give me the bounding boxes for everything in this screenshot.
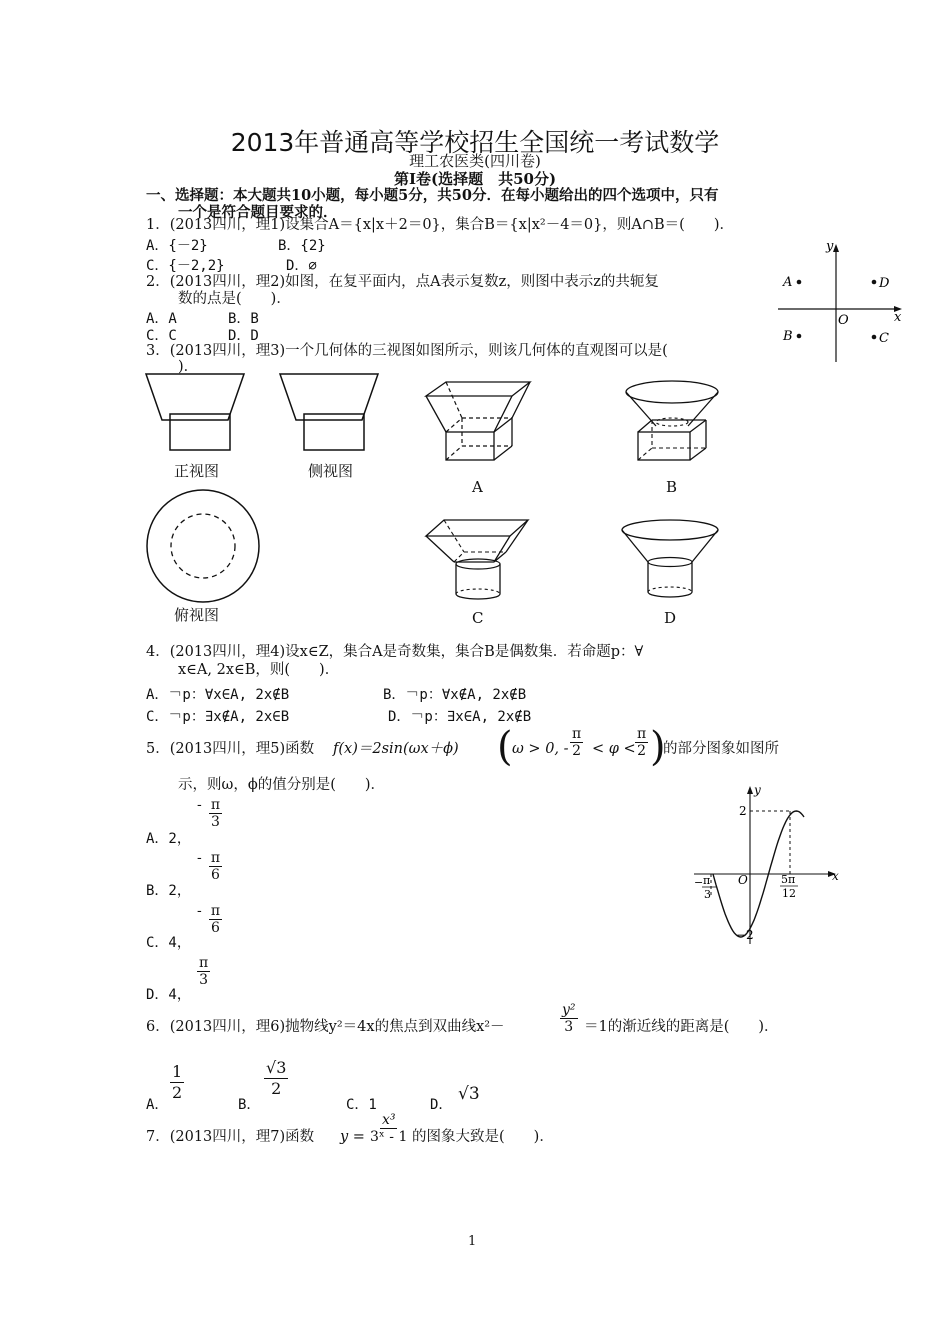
point-c <box>872 335 877 340</box>
question-5-option-d-value: $\frac{\pi}{3}$ <box>199 955 209 988</box>
graph-neg-three: 3 <box>704 888 711 901</box>
complex-y-label: y <box>826 239 834 254</box>
document-subtitle: 理工农医类(四川卷) <box>409 152 541 170</box>
question-5-condition: ω > 0, - <box>512 741 569 757</box>
question-4-option-c: C．￢p：∃x∉A, 2x∈B <box>146 709 290 725</box>
graph-neg-pi: π <box>703 874 711 887</box>
question-5-stem-line2: 示，则ω，ϕ的值分别是( )． <box>178 777 386 793</box>
question-1-stem: 1．(2013四川，理1)设集合A＝{x|x＋2＝0}，集合B＝{x|x²－4＝0}，则A∩B＝( )． <box>146 217 734 233</box>
sine-graph-figure <box>690 780 850 950</box>
point-a <box>797 280 802 285</box>
question-2-option-d: D．D <box>228 328 259 344</box>
point-b-label: B <box>783 329 793 344</box>
question-4-stem-line2: x∈A, 2x∈B，则( )． <box>178 662 340 678</box>
solid-option-d-label: D <box>664 609 677 627</box>
question-7-stem-pre: 7．(2013四川，理7)函数 <box>146 1129 315 1145</box>
question-5-stem-pre: 5．(2013四川，理5)函数 <box>146 741 315 757</box>
question-5-function: f(x)＝2sin(ωx＋ϕ) <box>333 741 459 757</box>
question-4-option-a: A．￢p：∀x∈A, 2x∉B <box>146 687 290 703</box>
front-view-drawing <box>140 368 250 458</box>
question-5-option-c-value: - $\frac{\pi}{6}$ <box>197 903 221 936</box>
solid-option-a <box>420 376 540 466</box>
complex-origin-label: O <box>838 313 849 328</box>
point-d <box>872 280 877 285</box>
question-5-frac2 <box>633 726 650 759</box>
question-3-stem-line2: )． <box>178 359 199 375</box>
complex-plane-figure <box>770 236 910 366</box>
question-6-option-d: D． <box>430 1097 453 1113</box>
frac2-num: π <box>637 726 647 742</box>
question-2-stem-line2: 数的点是( )． <box>178 291 291 307</box>
question-1-option-c: C．{－2,2} <box>146 258 225 274</box>
question-5-stem-post: 的部分图象如图所 <box>663 741 779 757</box>
question-5-option-a: A．2， <box>146 831 191 847</box>
graph-x-label: x <box>832 869 839 883</box>
question-2-stem-line1: 2．(2013四川，理2)如图，在复平面内，点A表示复数z，则图中表示z的共轭复 <box>146 274 659 290</box>
question-6-option-d-value: √3 <box>458 1084 480 1104</box>
point-b <box>797 334 802 339</box>
question-2-option-b: B．B <box>228 311 259 327</box>
graph-y-label: y <box>754 783 761 797</box>
question-5-option-b-value: - $\frac{\pi}{6}$ <box>197 850 221 883</box>
question-2-option-a: A．A <box>146 311 177 327</box>
question-4-option-b: B．￢p：∀x∉A, 2x∉B <box>383 687 527 703</box>
question-6-option-a-value: $\frac{1}{2}$ <box>172 1062 183 1102</box>
solid-option-c <box>420 514 538 604</box>
question-6-stem-pre: 6．(2013四川，理6)抛物线y²＝4x的焦点到双曲线x²－ <box>146 1019 505 1035</box>
question-5-option-b: B．2， <box>146 883 191 899</box>
question-7-y-equals: y = <box>340 1129 365 1145</box>
graph-max-label: 2 <box>739 804 747 818</box>
point-a-label: A <box>783 275 793 290</box>
question-5-option-c: C．4， <box>146 935 191 951</box>
graph-twelve: 12 <box>782 887 796 900</box>
question-1-option-a: A．{－2} <box>146 238 208 254</box>
solid-option-c-label: C <box>472 609 484 627</box>
question-4-option-d: D．￢p：∃x∈A, 2x∉B <box>388 709 532 725</box>
question-1-option-b: B．{2} <box>278 238 326 254</box>
point-d-label: D <box>879 276 890 291</box>
question-5-option-d: D．4， <box>146 987 191 1003</box>
graph-five-pi: 5π <box>781 873 796 886</box>
question-1-option-d: D．∅ <box>286 258 317 274</box>
question-6-fraction: $\frac{\text{y²}}{3}$ <box>562 1002 576 1035</box>
top-view-drawing <box>140 488 270 606</box>
page-number: 1 <box>468 1234 477 1249</box>
question-3-stem-line1: 3．(2013四川，理3)一个几何体的三视图如图所示，则该几何体的直观图可以是( <box>146 343 668 359</box>
frac1-num: π <box>572 726 582 742</box>
question-4-stem-line1: 4．(2013四川，理4)设x∈Z，集合A是奇数集，集合B是偶数集．若命题p：∀ <box>146 644 644 660</box>
frac2-den: 2 <box>637 743 647 759</box>
question-6-option-a: A． <box>146 1097 169 1113</box>
frac1-den: 2 <box>572 743 582 759</box>
graph-origin-label: O <box>738 873 748 887</box>
question-5-right-paren: ) <box>650 724 666 770</box>
graph-neg-sign: − <box>694 876 704 889</box>
question-5-option-a-value: - $\frac{\pi}{3}$ <box>197 797 221 830</box>
solid-option-b-label: B <box>666 478 678 496</box>
question-6-option-c: C．1 <box>346 1097 377 1113</box>
side-view-drawing <box>274 368 384 458</box>
point-c-label: C <box>879 331 889 346</box>
solid-option-d <box>616 514 726 604</box>
solid-option-a-label: A <box>472 478 483 496</box>
complex-x-label: x <box>894 310 902 325</box>
question-2-option-c: C．C <box>146 328 177 344</box>
question-6-stem-post: ＝1的渐近线的距离是( )． <box>584 1019 779 1035</box>
part-heading: 第Ⅰ卷(选择题 共50分) <box>393 170 557 188</box>
question-5-frac1 <box>568 726 585 759</box>
top-view-caption: 俯视图 <box>174 606 220 624</box>
side-view-caption: 侧视图 <box>308 462 354 480</box>
section-heading-line2: 一个是符合题目要求的． <box>178 204 338 221</box>
question-7-stem-post: 的图象大致是( )． <box>412 1129 554 1145</box>
question-7-fraction: $\frac{\text{x³}}{\text{3ˣ - 1}}$ <box>370 1112 408 1145</box>
question-6-option-b-value: $\frac{√3}{2}$ <box>266 1058 287 1098</box>
question-6-option-b: B． <box>238 1097 261 1113</box>
section-heading-line1: 一、选择题：本大题共10小题，每小题5分，共50分．在每小题给出的四个选项中，只有 <box>146 187 719 204</box>
question-5-phi-range: < φ < <box>592 741 636 757</box>
document-title: 2013年普通高等学校招生全国统一考试数学 <box>230 128 720 157</box>
front-view-caption: 正视图 <box>174 462 220 480</box>
solid-option-b <box>620 376 730 468</box>
graph-min-label: −2 <box>736 928 754 942</box>
question-5-left-paren: ( <box>497 724 513 770</box>
